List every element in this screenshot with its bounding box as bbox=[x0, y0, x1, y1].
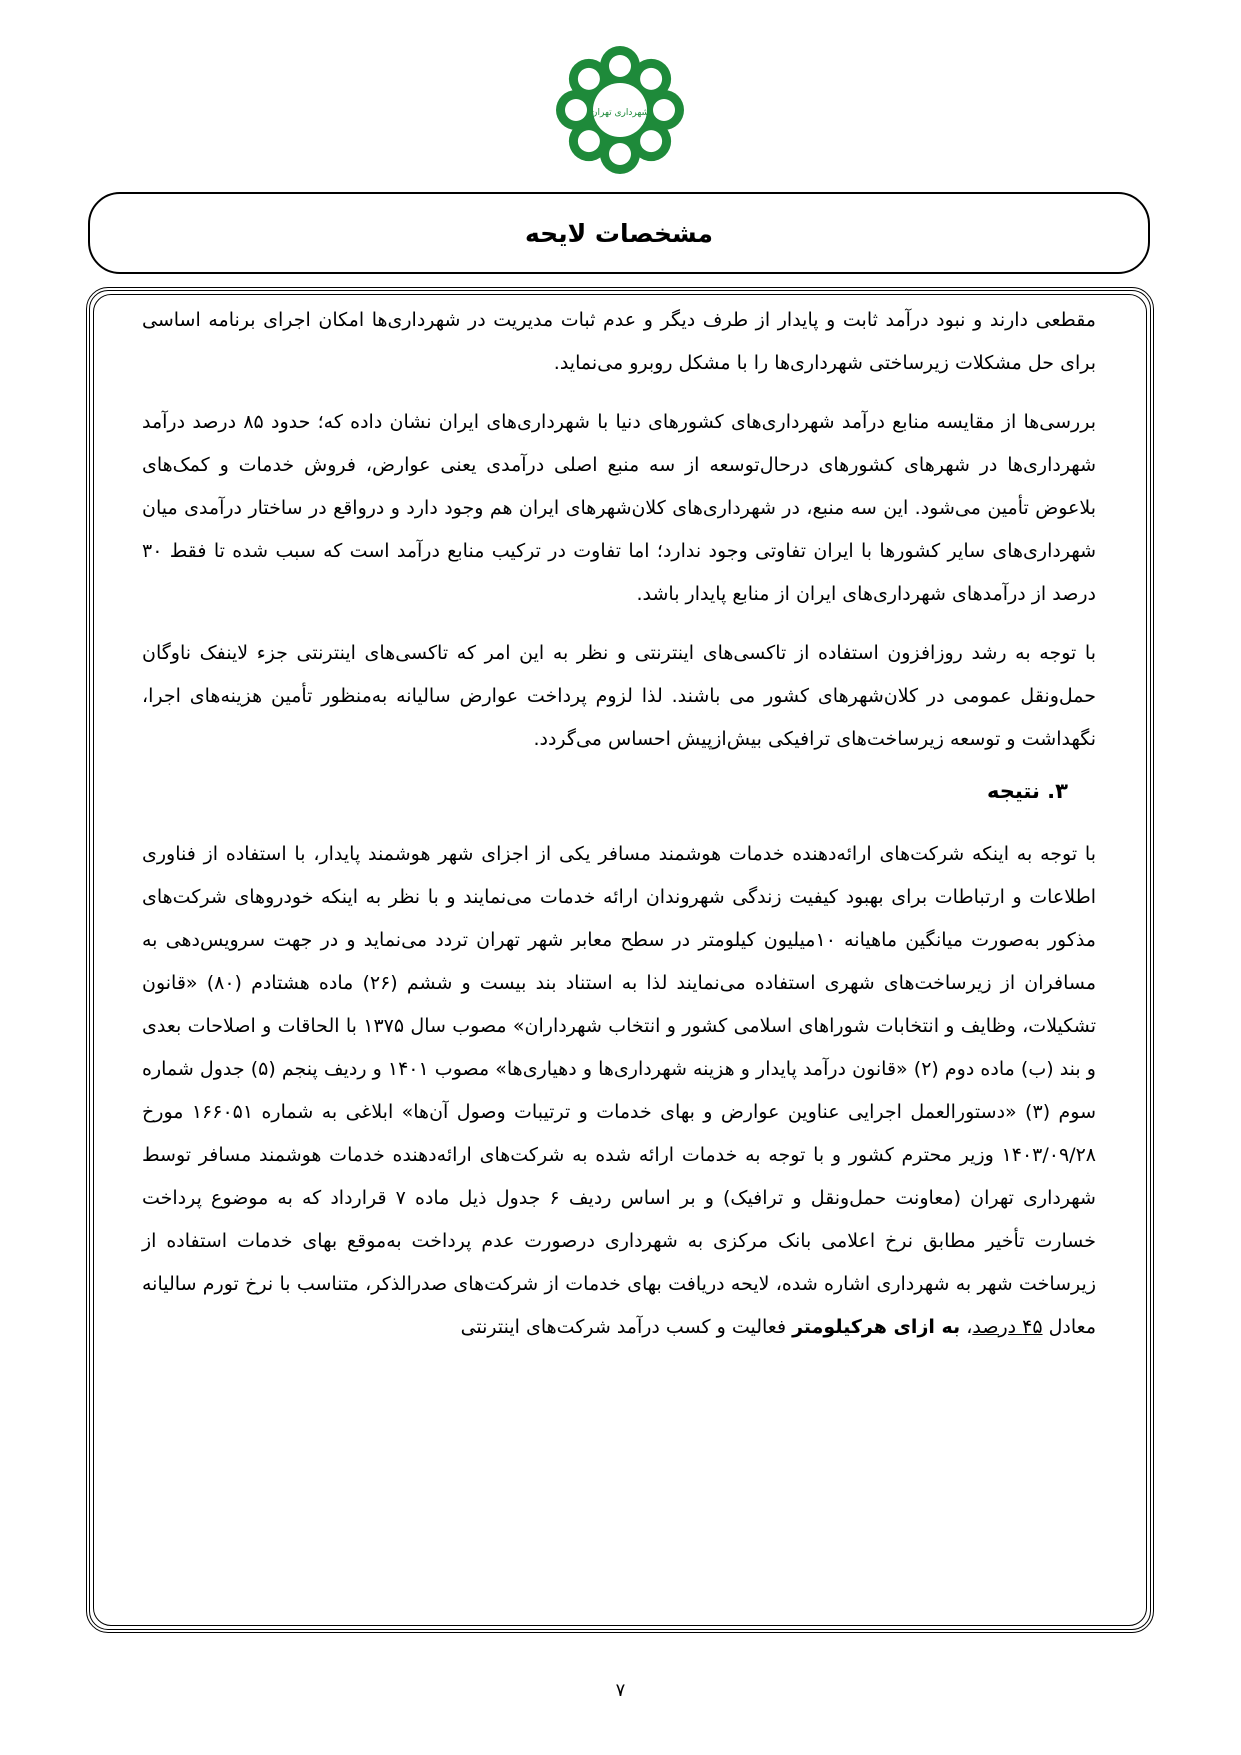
page-number: ۷ bbox=[615, 1680, 626, 1701]
per-kilometer-emphasis: به ازای هرکیلومتر bbox=[792, 1316, 961, 1338]
logo-caption: شهرداری تهران bbox=[590, 108, 650, 118]
content-body bbox=[93, 294, 1147, 1626]
paragraph-1: مقطعی دارند و نبود درآمد ثابت و پایدار از طرف دیگر و عدم ثبات مدیریت در شهرداری‌ها امکان اجرای برنامه اساسی برای حل مشکلات زیرساختی شهرداری‌ها را با مشکل روبرو می‌نماید. bbox=[142, 309, 1096, 374]
paragraph-4 bbox=[142, 833, 1096, 1349]
inflation-rate-value: ۴۵ درصد bbox=[972, 1316, 1043, 1338]
section-heading-result: ۳. نتیجه bbox=[986, 779, 1068, 803]
tehran-municipality-logo-icon bbox=[555, 45, 685, 175]
paragraph-4-comma: ، bbox=[960, 1316, 973, 1338]
paragraph-2: بررسی‌ها از مقایسه منابع درآمد شهرداری‌های کشورهای دنیا با شهرداری‌های ایران نشان داده که؛ حدود ۸۵ درصد درآمد شهرداری‌ها در شهرهای کشورهای درحال‌توسعه از سه منبع اصلی درآمدی یعنی عوارض، فروش خدمات و کمک‌های بلاعوض تأمین می‌شود. این سه منبع، در شهرداری‌های کلان‌شهرهای ایران هم وجود دارد و درواقع در ساختار درآمدی میان شهرداری‌های سایر کشورها با ایران تفاوتی وجود ندارد؛ اما تفاوت در ترکیب منابع درآمد است که سبب شده تا فقط ۳۰ درصد از درآمدهای شهرداری‌های ایران از منابع پایدار باشد. bbox=[142, 411, 1097, 605]
paragraph-4-tail: فعالیت و کسب درآمد شرکت‌های اینترنتی bbox=[460, 1316, 793, 1338]
content-frame bbox=[86, 287, 1154, 1633]
paragraph-3: با توجه به رشد روزافزون استفاده از تاکسی‌های اینترنتی و نظر به این امر که تاکسی‌های اینترنتی جزء لاینفک ناوگان حمل‌ونقل عمومی در کلان‌شهرهای کشور می باشند. لذا لزوم پرداخت عوارض سالیانه به‌منظور تأمین هزینه‌های اجرا، نگهداشت و توسعه زیرساخت‌های ترافیکی بیش‌ازپیش احساس می‌گردد. bbox=[142, 642, 1096, 750]
paragraph-4-main: با توجه به اینکه شرکت‌های ارائه‌دهنده خدمات هوشمند مسافر یکی از اجزای شهر هوشمند پایدار، با استفاده از فناوری اطلاعات و ارتباطات برای بهبود کیفیت زندگی شهروندان ارائه خدمات می‌نمایند و با نظر به اینکه خودروهای شرکت‌های مذکور به‌صورت میانگین ماهیانه ۱۰میلیون کیلومتر در سطح معابر شهر تهران تردد می‌نماید و در جهت سرویس‌دهی به مسافران از زیرساخت‌های شهری استفاده می‌نمایند لذا به استناد بند بیست و ششم (۲۶) ماده هشتادم (۸۰) «قانون تشکیلات، وظایف و انتخابات شوراهای اسلامی کشور و انتخاب شهرداران» مصوب سال ۱۳۷۵ با الحاقات و اصلاحات بعدی و بند (ب) ماده دوم (۲) «قانون درآمد پایدار و هزینه شهرداری‌ها و دهیاری‌ها» مصوب ۱۴۰۱ و ردیف پنجم (۵) جدول شماره سوم (۳) «دستورالعمل اجرایی عناوین عوارض و بهای خدمات و ترتیبات وصول آن‌ها» ابلاغی به شماره ۱۶۶۰۵۱ مورخ ۱۴۰۳/۰۹/۲۸ وزیر محترم کشور و با توجه به خدمات ارائه شده به شرکت‌های ارائه‌دهنده خدمات هوشمند مسافر توسط شهرداری تهران (معاونت حمل‌ونقل و ترافیک) و بر اساس ردیف ۶ جدول ذیل ماده ۷ قرارداد که به موضوع پرداخت خسارت تأخیر مطابق نرخ اعلامی بانک مرکزی به شهرداری درصورت عدم پرداخت به‌موقع بهای خدمات استفاده از زیرساخت شهر به شهرداری اشاره شده، لایحه دریافت بهای خدمات از شرکت‌های صدرالذکر، متناسب با نرخ تورم سالیانه معادل bbox=[142, 843, 1097, 1338]
title-box bbox=[88, 192, 1150, 274]
page-title: مشخصات لایحه bbox=[525, 218, 713, 248]
